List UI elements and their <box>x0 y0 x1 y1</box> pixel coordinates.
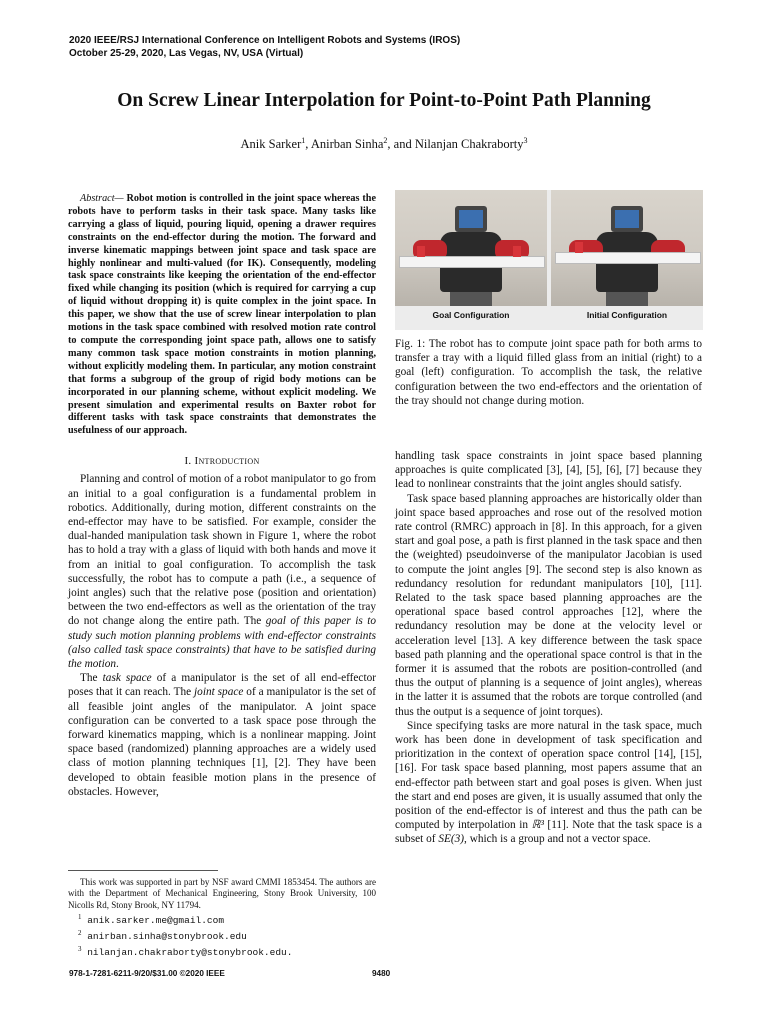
emphasis-text: goal of this paper is to study such motion planning problems with end-effector constraints (also called task space constraints) that have to be satisfied during the motion <box>68 615 377 671</box>
right-paragraph-0: handling task space constraints in joint space based planning approaches is quite complicated [3], [4], [5], [6], [7] because they lead to nonlinear constraints that the joint angles should satisfy. <box>395 450 702 491</box>
intro-paragraph-2 <box>68 671 376 799</box>
author-name: Anirban Sinha <box>310 137 384 152</box>
email-text: anirban.sinha@stonybrook.edu <box>87 931 247 943</box>
email-text: anik.sarker.me@gmail.com <box>87 915 225 927</box>
cup <box>575 242 583 253</box>
conference-line-2: October 25-29, 2020, Las Vegas, NV, USA (Virtual) <box>69 48 304 59</box>
author-name: Anik Sarker <box>240 137 302 152</box>
footnote-email <box>78 943 376 959</box>
cup <box>513 246 521 257</box>
author-list <box>0 136 768 152</box>
goal-configuration-photo <box>395 190 547 306</box>
emphasis-text: task space <box>102 672 152 685</box>
footnote <box>68 877 376 959</box>
text-run: . <box>116 658 119 671</box>
initial-configuration-photo <box>551 190 703 306</box>
cup <box>417 246 425 257</box>
footer-isbn: 978-1-7281-6211-9/20/$31.00 ©2020 IEEE <box>69 969 225 978</box>
robot-screen <box>459 210 483 228</box>
figure-label-goal: Goal Configuration <box>432 310 510 320</box>
author-affiliation: 1 <box>301 136 306 145</box>
figure-label-initial: Initial Configuration <box>586 310 668 320</box>
abstract-dash: — <box>114 193 127 204</box>
text-run: Since specifying tasks are more natural in the task space, much work has been done in development of task specification and prioritization in the context of operation space control [14], [15], [16]. For task space based planning, most papers assume that an end-effector path between start and goal poses is given. When just the start and end poses are given, it is usually assumed that only the position of the end-effector is of interest and thus the path can be computed by interpolation in <box>395 719 702 832</box>
abstract-text: Robot motion is controlled in the joint space whereas the robots have to perform tasks in their task space. Many tasks like carrying a glass of liquid, pouring liquid, opening a drawer requires constraints on the end-effector during the motion. The forward and inverse kinematic mappings between joint space and task space are highly nonlinear and multi-valued (for IK). Consequently, modeling task space constraints like keeping the orientation of the end-effector fixed while changing its position (which is required for carrying a cup of liquid without dropping it) is quite complex in the joint space. In this paper, we show that the use of screw linear interpolation to plan motions in the task space combined with resolved motion rate control to compute the corresponding joint space path, allows one to satisfy many common task space motion constraints in motion planning, without explicitly modeling them. In particular, any motion constraint that forms a subgroup of the group of rigid body motions can be incorporated in our planning scheme, without explicit modeling. We present simulation and experimental results on Baxter robot for different tasks with task space constraints that demonstrates the usefulness of our approach. <box>68 193 376 437</box>
math-r3: ℝ³ <box>531 819 544 832</box>
footer-page-number: 9480 <box>372 969 391 978</box>
footnote-rule <box>68 870 218 871</box>
text-run: Planning and control of motion of a robot manipulator to go from an initial to a goal configuration is a fundamental problem in robotics. Additionally, during motion, different constraints on the end-effector may have to be satisfied. For example, consider the dual-handed manipulation task shown in Figure 1, where the robot has to hold a tray with a glass of liquid with both hands and move it from an initial to goal configuration. To accomplish the task successfully, the robot has to compute a path (i.e., a sequence of joint angles) such that the relative pose (position and orientation) between the two end-effectors as well as the orientation of the tray do not change along the entire path. The <box>68 473 376 628</box>
abstract <box>68 193 376 438</box>
email-text: nilanjan.chakraborty@stonybrook.edu. <box>87 947 293 959</box>
figure-1 <box>395 190 703 330</box>
robot-screen <box>615 210 639 228</box>
left-column <box>68 193 376 799</box>
footnote-support: This work was supported in part by NSF award CMMI 1853454. The authors are with the Department of Mechanical Engineering, Stony Brook University, 100 Nicolls Rd, Stony Brook, NY 11794. <box>68 877 376 910</box>
emphasis-text: joint space <box>194 686 244 699</box>
text-run: , which is a group and not a vector space. <box>464 833 651 846</box>
tray <box>555 252 701 264</box>
email-index: 2 <box>78 929 82 938</box>
robot-base <box>606 290 648 306</box>
conference-header <box>69 34 460 60</box>
text-run: of a manipulator is the set of all feasible joint angles of the manipulator. A joint space configuration can be converted to a task space pose through the forward kinematics mapping, which is a nonlinear mapping. Joint space based (randomized) planning approaches are a widely used class of motion planning techniques [1], [2]. They have been developed to obtain feasible motion plans in the presence of obstacles. However, <box>68 686 376 798</box>
email-index: 3 <box>78 945 82 954</box>
footnote-email <box>78 911 376 927</box>
abstract-label: Abstract <box>80 193 115 204</box>
robot-base <box>450 290 492 306</box>
intro-paragraph-1 <box>68 472 376 671</box>
section-heading-introduction: I. Introduction <box>184 455 260 468</box>
author-separator: , <box>305 137 311 152</box>
text-run: [11]. Note that the task space is a subset of <box>395 819 703 846</box>
paper-title: On Screw Linear Interpolation for Point-to-Point Path Planning <box>117 90 651 111</box>
email-index: 1 <box>78 912 82 921</box>
right-column <box>395 449 702 847</box>
conference-line-1: 2020 IEEE/RSJ International Conference on Intelligent Robots and Systems (IROS) <box>69 35 461 46</box>
math-se3: SE(3) <box>438 833 465 846</box>
text-run: of a manipulator is the set of all end-effector poses that it can reach. The <box>68 672 376 699</box>
author-name: Nilanjan Chakraborty <box>414 137 524 152</box>
tray <box>399 256 545 268</box>
author-affiliation: 3 <box>523 136 528 145</box>
figure-caption: Fig. 1: The robot has to compute joint space path for both arms to transfer a tray with a liquid filled glass from an initial (right) to a goal (left) configuration. To accomplish the task, the relative configuration between the two end-effectors and the orientation of the tray should not change during motion. <box>395 338 702 407</box>
author-affiliation: 2 <box>383 136 388 145</box>
right-paragraph-1: Task space based planning approaches are historically older than joint space based approaches and rose out of the resolved motion rate control (RMRC) approach in [8]. In this approach, for a given start and goal pose, a path is first planned in the task space and then the (weighted) pseudoinverse of the manipulator Jacobian is used to compute the joint angles [9]. The second step is also known as redundancy resolution for redundant manipulators [10], [11]. Related to the task space based planning approaches are the operational space based control approaches [12], where the redundancy resolution may be done at the velocity level or acceleration level [13]. A key difference between the task space based path planning and the operational space control is that in the former it is assumed that the robots are position-controlled (and thus the output of planning is a sequence of joint angles), whereas in the latter it is assumed that the robots are torque controlled (and thus the output is a sequence of joint torques). <box>395 492 702 718</box>
footnote-email <box>78 927 376 943</box>
right-paragraph-2 <box>395 719 702 847</box>
author-separator: , and <box>387 137 415 152</box>
text-run: The <box>80 672 103 685</box>
